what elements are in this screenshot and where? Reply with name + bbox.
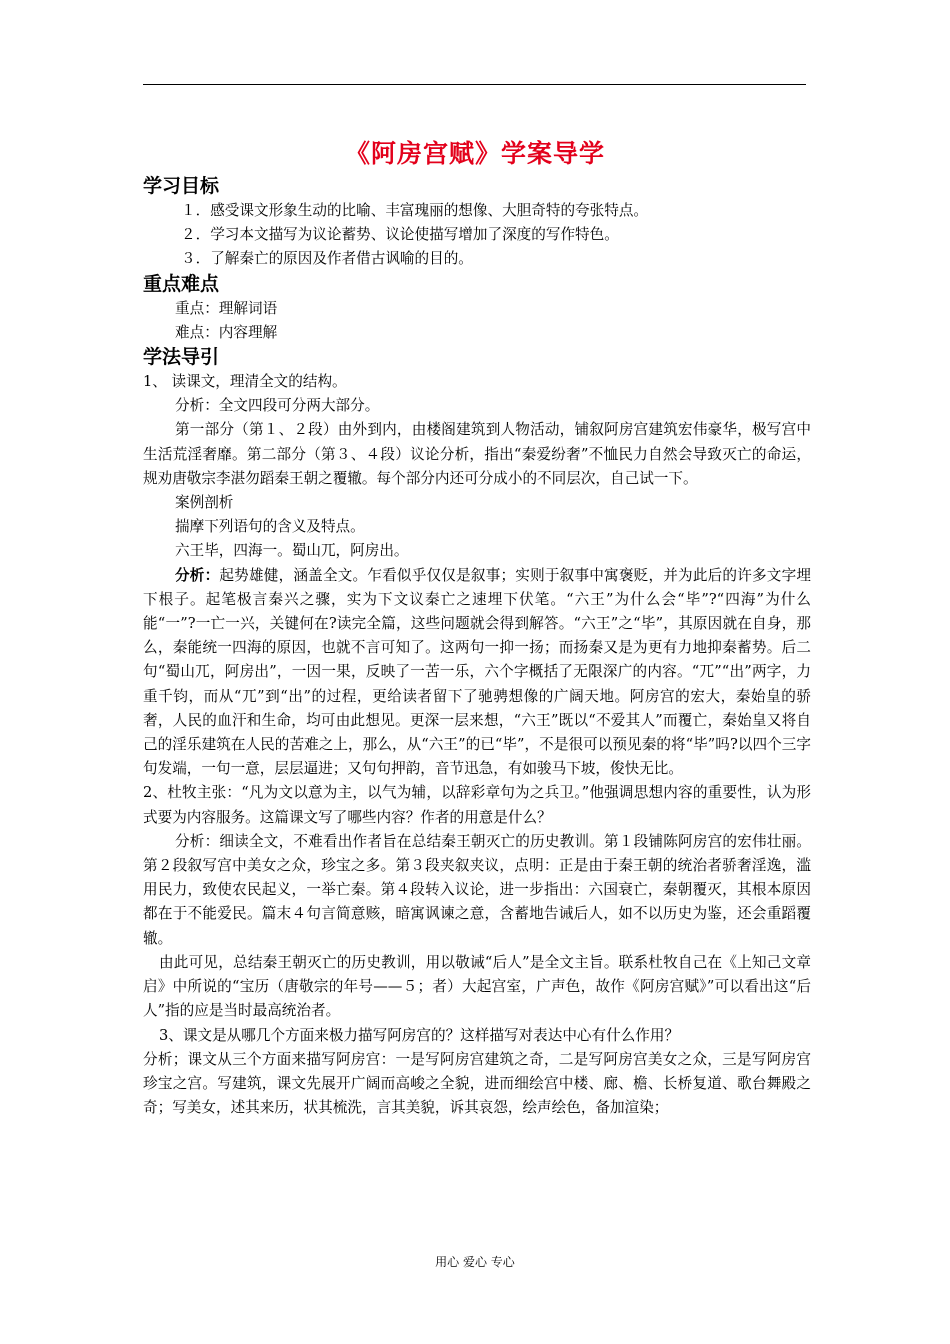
case-label: 案例剖析 xyxy=(175,494,234,512)
answer-1-intro: 分析：全文四段可分两大部分。 xyxy=(175,397,380,415)
case-analysis xyxy=(143,564,811,782)
section-heading-key-points: 重点难点 xyxy=(143,272,220,295)
case-quote: 六王毕，四海一。蜀山兀，阿房出。 xyxy=(175,542,409,560)
page-title: 《阿房宫赋》学案导学 xyxy=(344,139,605,168)
answer-1-paragraph: 第一部分（第１、２段）由外到内，由楼阁建筑到人物活动，铺叙阿房宫建筑宏伟豪华，极写宫中生活荒淫奢靡。第二部分（第３、４段）议论分析，指出“秦爱纷奢”不恤民力自然会导致灭亡的命运，规劝唐敬宗李湛勿蹈秦王朝之覆辙。每个部分内还可分成小的不同层次，自己试一下。 xyxy=(143,421,811,487)
goal-item: １．感受课文形象生动的比喻、丰富瑰丽的想像、大胆奇特的夸张特点。 xyxy=(181,202,649,219)
difficulty-line: 难点：内容理解 xyxy=(175,323,278,341)
section-heading-method: 学法导引 xyxy=(143,346,220,369)
question-3: 3、课文是从哪几个方面来极力描写阿房宫的？这样描写对表达中心有什么作用？ xyxy=(159,1026,680,1044)
document-body xyxy=(143,174,811,1120)
key-point-line: 重点：理解词语 xyxy=(175,299,278,317)
answer-2-conclusion: 由此可见，总结秦王朝灭亡的历史教训，用以敬诫“后人”是全文主旨。联系杜牧自己在《上知己文章启》中所说的“宝历（唐敬宗的年号——５；者）大起宫室，广声色，故作《阿房宫赋》”可以看出这“后人”指的应是当时最高统治者。 xyxy=(143,953,811,1020)
question-2: 2、杜牧主张：“凡为文以意为主，以气为辅，以辞彩章句为之兵卫。”他强调思想内容的重要性，认为形式要为内容服务。这篇课文写了哪些内容？作者的用意是什么？ xyxy=(143,784,811,826)
page-footer: 用心 爱心 专心 xyxy=(435,1255,515,1269)
goal-item: ３．了解秦亡的原因及作者借古讽喻的目的。 xyxy=(181,250,473,268)
header-rule xyxy=(143,84,806,85)
case-analysis-text: 起势雄健，涵盖全文。乍看似乎仅仅是叙事；实则于叙事中寓褒贬，并为此后的许多文字埋下根子。起笔极言秦兴之骤，实为下文议秦亡之速埋下伏笔。“六王”为什么会“毕”?“四海”为什么能“一”?一亡一兴，关键何在?读完全篇，这些问题就会得到解答。“六王”之“毕”，其原因就在自身，那么，秦能统一四海的原因，也就不言可知了。这两句一抑一扬；而扬秦又是为更有力地抑秦蓄势。后二句“蜀山兀，阿房出”，一因一果，反映了一苦一乐，六个字概括了无限深广的内容。“兀”“出”两字，力重千钧，而从“兀”到“出”的过程，更给读者留下了驰骋想像的广阔天地。阿房宫的宏大，秦始皇的骄奢，人民的血汗和生命，均可由此想见。更深一层来想，“六王”既以“不爱其人”而覆亡，秦始皇又将自己的淫乐建筑在人民的苦难之上，那么，从“六王”的已“毕”，不是很可以预见秦的将“毕”吗?以四个三字句发端，一句一意，层层逼进；又句句押韵，音节迅急，有如骏马下坡，俊快无比。 xyxy=(143,566,811,778)
case-task: 揣摩下列语句的含义及特点。 xyxy=(175,518,365,536)
goal-item: ２．学习本文描写为议论蓄势、议论使描写增加了深度的写作特色。 xyxy=(181,226,619,244)
case-analysis-label: 分析： xyxy=(175,566,220,584)
answer-3: 分析；课文从三个方面来描写阿房宫：一是写阿房宫建筑之奇，二是写阿房宫美女之众，三是写阿房宫珍宝之宫。写建筑，课文先展开广阔而高峻之全貌，进而细绘宫中楼、廊、檐、长桥复道、歌台舞殿之奇；写美女，述其来历，状其梳洗，言其美貌，诉其哀怨，绘声绘色，备加渲染； xyxy=(143,1050,811,1117)
question-1: 1、 读课文，理清全文的结构。 xyxy=(143,373,347,391)
section-heading-goals: 学习目标 xyxy=(143,175,220,197)
answer-2: 分析：细读全文，不难看出作者旨在总结秦王朝灭亡的历史教训。第１段铺陈阿房宫的宏伟壮丽。第２段叙写宫中美女之众，珍宝之多。第３段夹叙夹议，点明：正是由于秦王朝的统治者骄奢淫逸，滥用民力，致使农民起义，一举亡秦。第４段转入议论，进一步指出：六国衰亡，秦朝覆灭，其根本原因都在于不能爱民。篇末４句言简意赅，暗寓讽谏之意，含蓄地告诫后人，如不以历史为鉴，还会重蹈覆辙。 xyxy=(143,832,811,947)
